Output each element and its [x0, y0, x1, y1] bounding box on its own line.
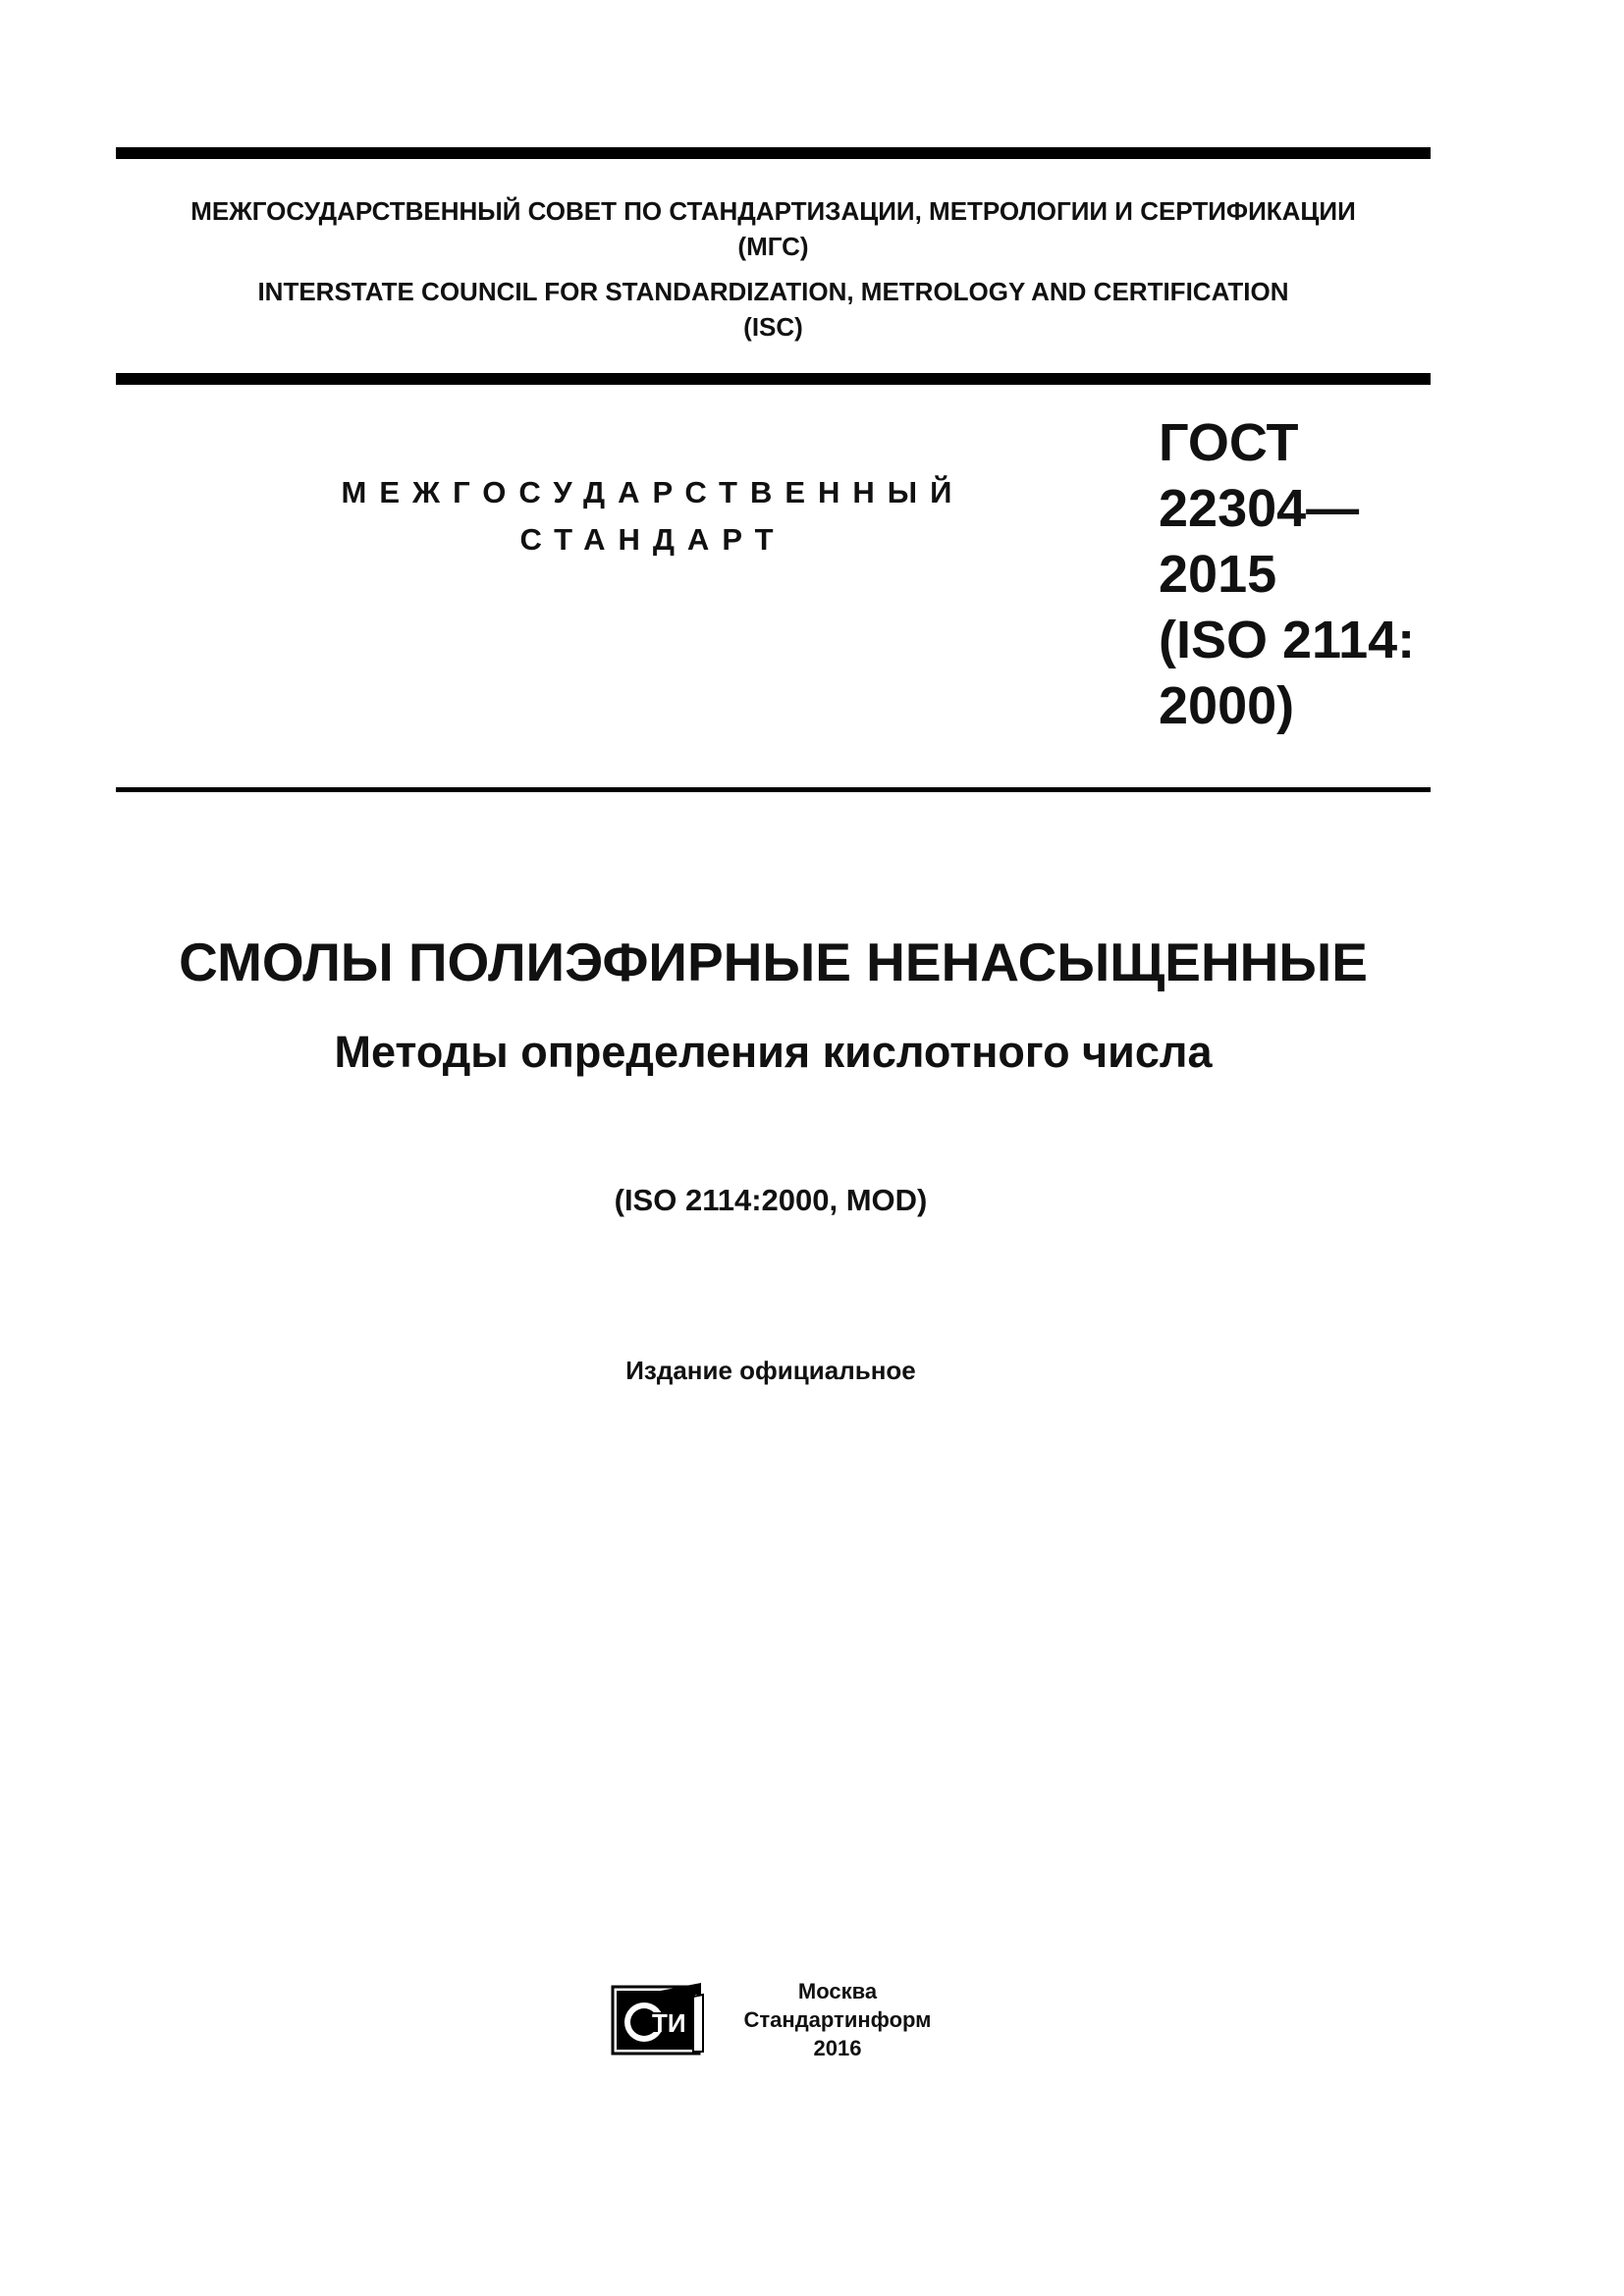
standard-designation	[1159, 410, 1434, 739]
bottom-rule	[116, 787, 1431, 792]
publisher-block	[725, 1977, 950, 2062]
standard-type-line-1: МЕЖГОСУДАРСТВЕННЫЙ	[341, 475, 965, 509]
standard-type-line-2: СТАНДАРТ	[519, 522, 786, 557]
designation-line: 2000)	[1159, 676, 1295, 735]
publisher-city: Москва	[797, 1979, 878, 2003]
council-name-ru: МЕЖГОСУДАРСТВЕННЫЙ СОВЕТ ПО СТАНДАРТИЗАЦИИ, МЕТРОЛОГИИ И СЕРТИФИКАЦИИ	[190, 196, 1356, 226]
standartinform-logo-icon	[611, 1981, 705, 2056]
designation-line: ГОСТ	[1159, 413, 1299, 472]
designation-line: (ISO 2114:	[1159, 611, 1416, 669]
council-abbr-ru: (МГС)	[737, 232, 809, 261]
document-title: СМОЛЫ ПОЛИЭФИРНЫЕ НЕНАСЫЩЕННЫЕ	[179, 932, 1368, 992]
svg-text:TИ: TИ	[652, 2008, 686, 2038]
edition-note: Издание официальное	[625, 1356, 916, 1385]
designation-line: 2015	[1159, 545, 1277, 604]
iso-reference: (ISO 2114:2000, MOD)	[614, 1183, 928, 1217]
council-name-en: INTERSTATE COUNCIL FOR STANDARDIZATION, METROLOGY AND CERTIFICATION	[257, 277, 1289, 306]
publisher-name: Стандартинформ	[743, 2007, 932, 2032]
designation-line: 22304—	[1159, 479, 1360, 538]
council-abbr-en: (ISC)	[743, 312, 803, 342]
top-rule	[116, 147, 1431, 159]
publication-year: 2016	[813, 2036, 862, 2060]
middle-rule	[116, 373, 1431, 385]
document-subtitle: Методы определения кислотного числа	[334, 1027, 1213, 1077]
